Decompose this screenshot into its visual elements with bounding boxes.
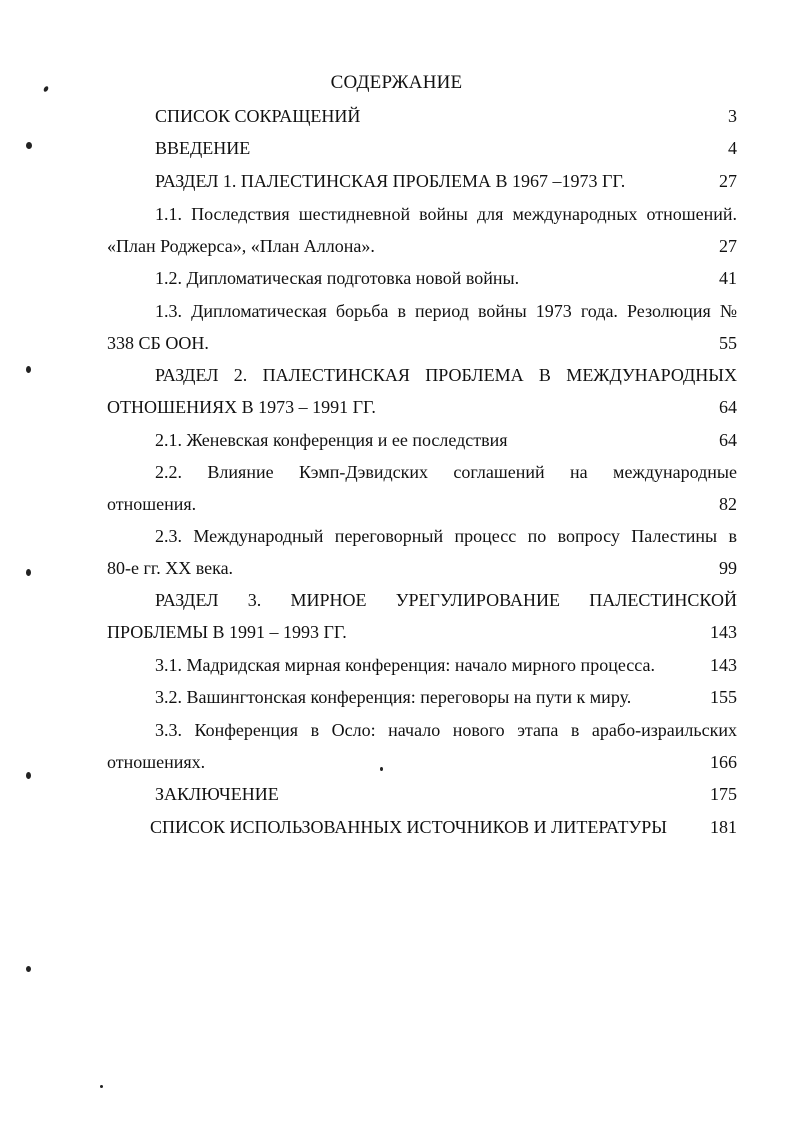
toc-entry-2-2-line2: отношения. — [107, 494, 197, 514]
toc-page-number: 155 — [710, 687, 737, 707]
scan-mark — [26, 569, 31, 576]
toc-entry-section-1: РАЗДЕЛ 1. ПАЛЕСТИНСКАЯ ПРОБЛЕМА В 1967 –1973 ГГ. — [155, 171, 626, 191]
toc-entry-1-2: 1.2. Дипломатическая подготовка новой войны. — [155, 268, 520, 288]
toc-page-number: 99 — [719, 558, 737, 578]
toc-page-number: 181 — [710, 817, 737, 837]
toc-entry-2-3-line1: 2.3. Международный переговорный процесс по вопросу Палестины в — [155, 526, 737, 546]
toc-entry-introduction: ВВЕДЕНИЕ — [155, 138, 251, 158]
toc-page-number: 55 — [719, 333, 737, 353]
toc-page-number: 64 — [719, 397, 737, 417]
toc-entry-section-3-line1: РАЗДЕЛ 3. МИРНОЕ УРЕГУЛИРОВАНИЕ ПАЛЕСТИНСКОЙ — [155, 590, 737, 610]
toc-entry-1-1-line2: «План Роджерса», «План Аллона». — [107, 236, 375, 256]
toc-page-number: 41 — [719, 268, 737, 288]
scan-mark — [26, 966, 31, 972]
toc-page-number: 166 — [710, 752, 737, 772]
toc-entry-2-1: 2.1. Женевская конференция и ее последствия — [155, 430, 508, 450]
toc-entry-2-2-line1: 2.2. Влияние Кэмп-Дэвидских соглашений на международные — [155, 462, 737, 482]
toc-page-number: 27 — [719, 171, 737, 191]
scan-mark — [26, 142, 32, 149]
toc-page-number: 27 — [719, 236, 737, 256]
toc-page-number: 175 — [710, 784, 737, 804]
scan-mark — [26, 366, 31, 373]
toc-page-number: 3 — [728, 106, 737, 126]
scan-mark — [380, 767, 383, 771]
toc-entry-sources: СПИСОК ИСПОЛЬЗОВАННЫХ ИСТОЧНИКОВ И ЛИТЕРАТУРЫ — [150, 817, 667, 837]
scan-mark — [100, 1085, 103, 1088]
toc-entry-2-3-line2: 80-е гг. XX века. — [107, 558, 234, 578]
toc-page-number: 64 — [719, 430, 737, 450]
toc-page-number: 143 — [710, 655, 737, 675]
toc-entry-section-2-line2: ОТНОШЕНИЯХ В 1973 – 1991 ГГ. — [107, 397, 376, 417]
toc-entry-1-1-line1: 1.1. Последствия шестидневной войны для международных отношений. — [155, 204, 737, 224]
toc-entry-conclusion: ЗАКЛЮЧЕНИЕ — [155, 784, 279, 804]
toc-page-number: 82 — [719, 494, 737, 514]
toc-entry-3-1: 3.1. Мадридская мирная конференция: начало мирного процесса. — [155, 655, 655, 675]
toc-page-number: 143 — [710, 622, 737, 642]
toc-entry-1-3-line2: 338 СБ ООН. — [107, 333, 209, 353]
toc-entry-3-3-line1: 3.3. Конференция в Осло: начало нового этапа в арабо-израильских — [155, 720, 737, 740]
toc-entry-section-3-line2: ПРОБЛЕМЫ В 1991 – 1993 ГГ. — [107, 622, 347, 642]
toc-entry-3-2: 3.2. Вашингтонская конференция: переговоры на пути к миру. — [155, 687, 632, 707]
scan-mark — [26, 772, 31, 779]
toc-entry-section-2-line1: РАЗДЕЛ 2. ПАЛЕСТИНСКАЯ ПРОБЛЕМА В МЕЖДУНАРОДНЫХ — [155, 365, 737, 385]
toc-entry-1-3-line1: 1.3. Дипломатическая борьба в период войны 1973 года. Резолюция № — [155, 301, 737, 321]
page-title: СОДЕРЖАНИЕ — [330, 72, 463, 93]
toc-page-number: 4 — [728, 138, 737, 158]
toc-entry-3-3-line2: отношениях. — [107, 752, 206, 772]
toc-entry-abbreviations: СПИСОК СОКРАЩЕНИЙ — [155, 106, 361, 126]
